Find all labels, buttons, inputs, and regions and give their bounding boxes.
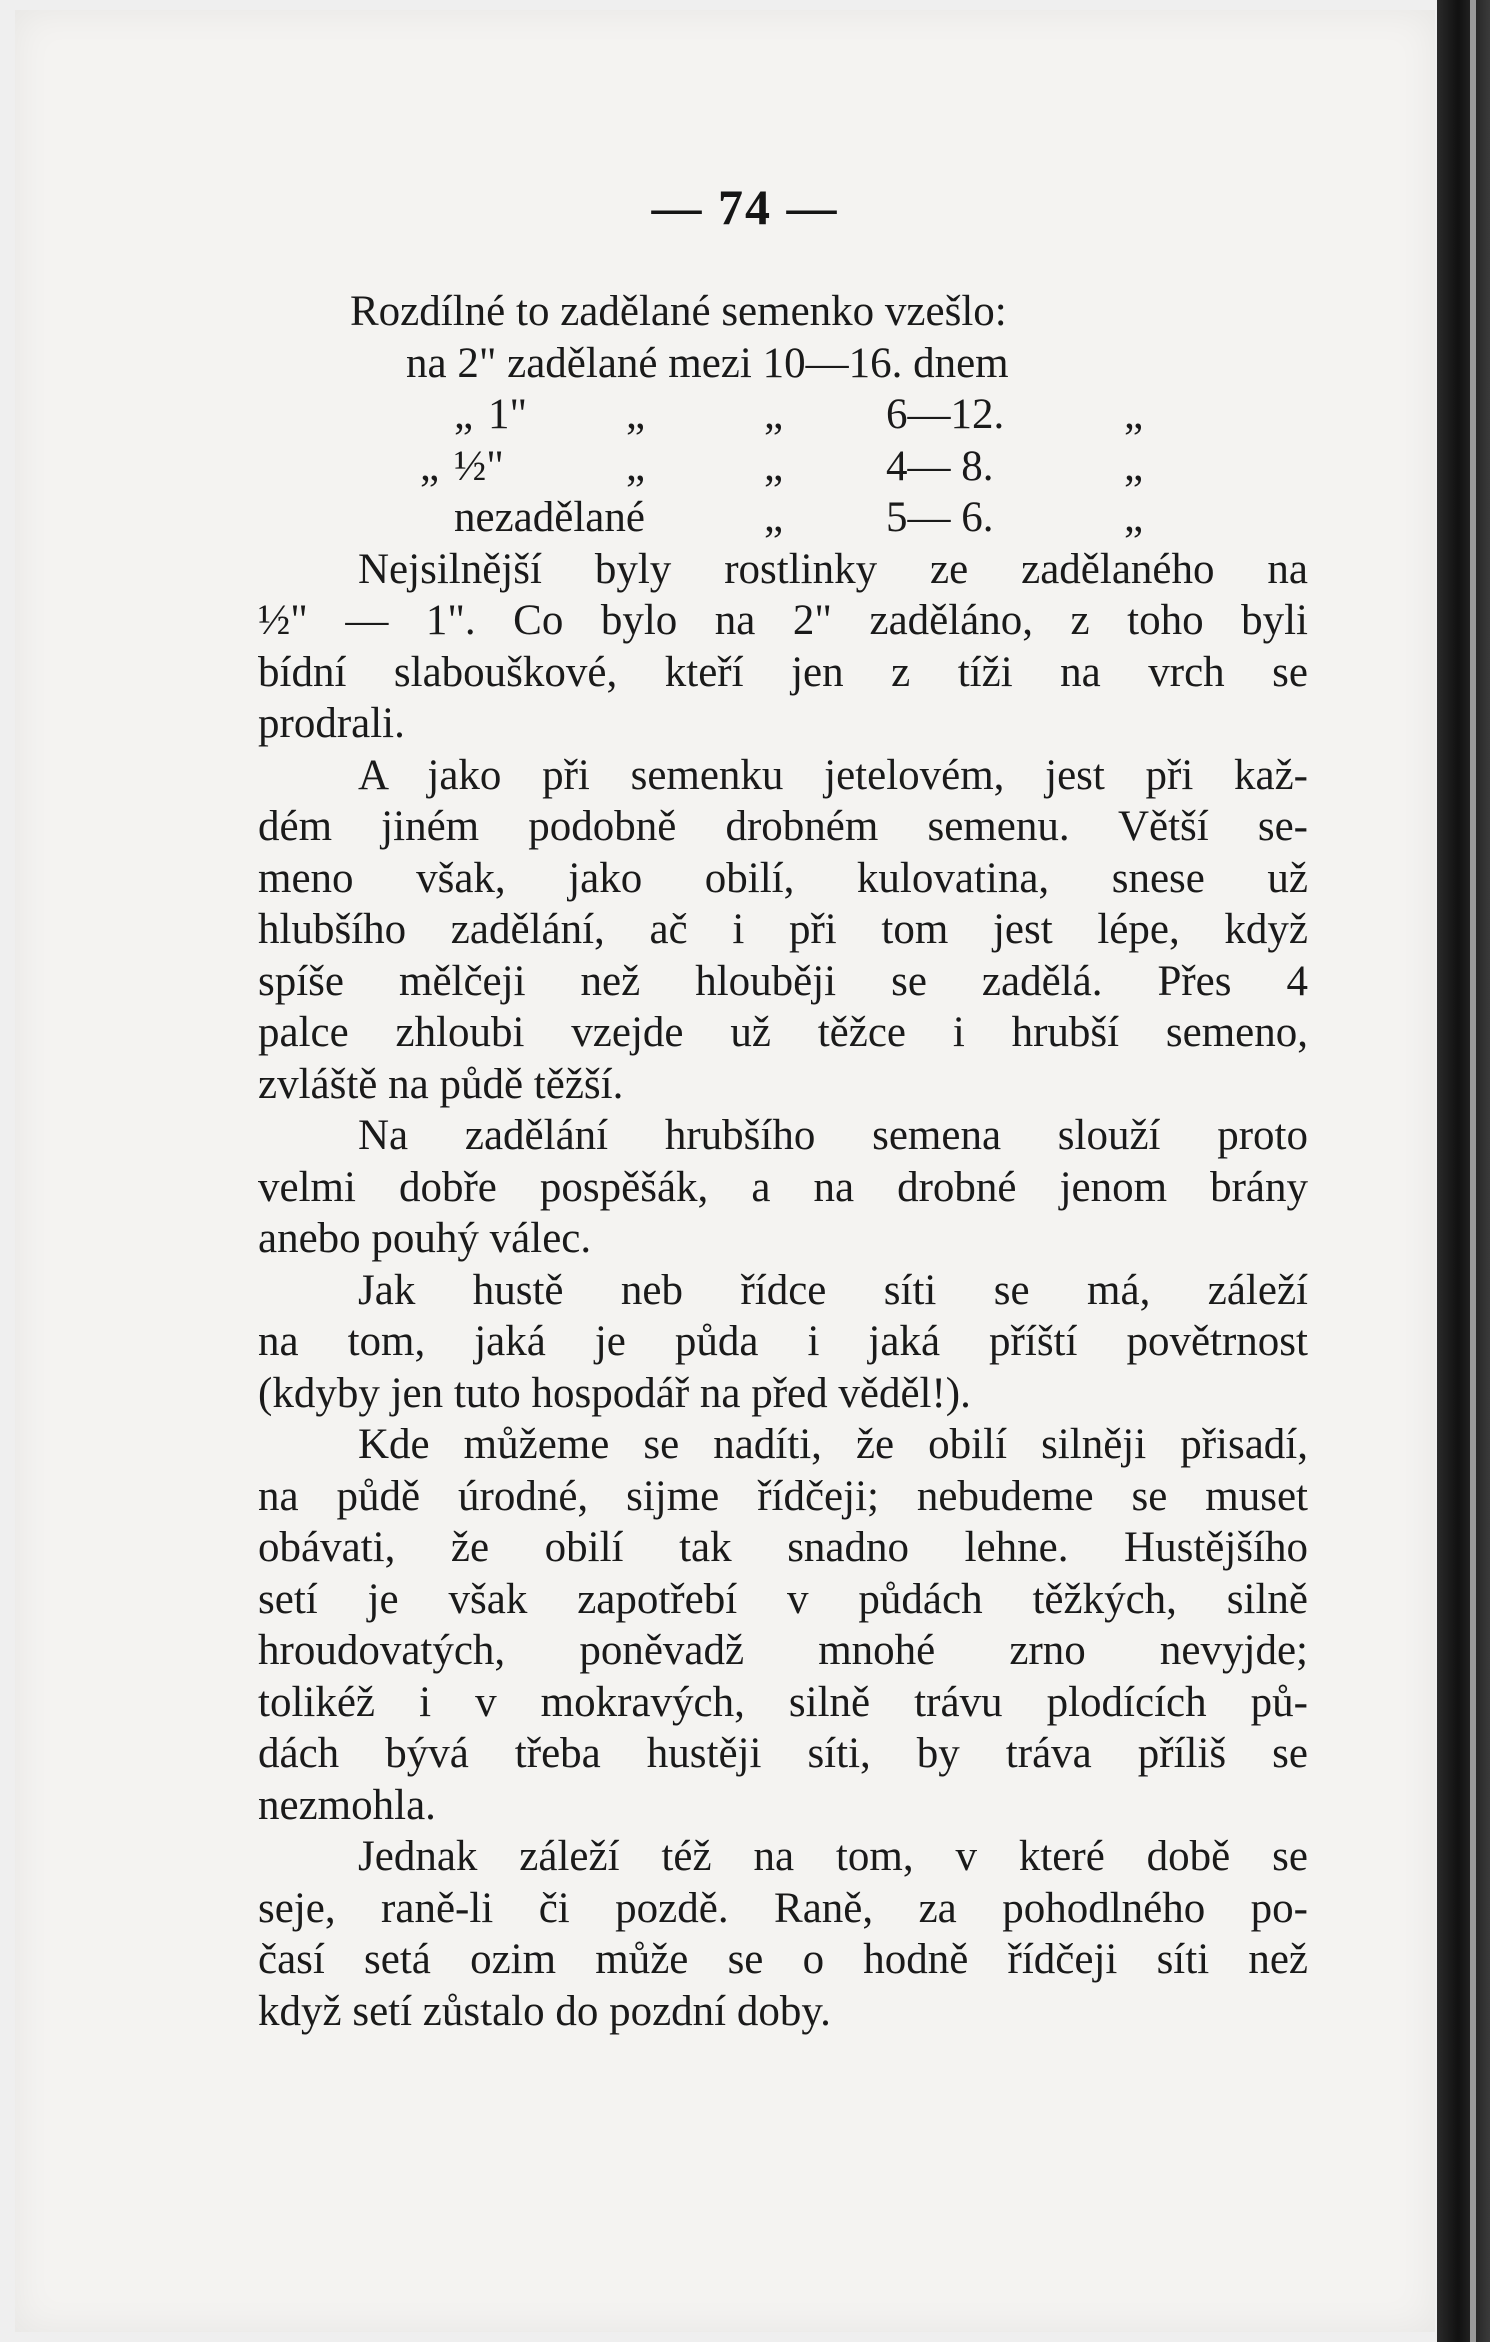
table-cell: „ [1124, 391, 1144, 438]
page-number: — 74 — [651, 179, 839, 235]
text-line: nezmohla. [258, 1781, 436, 1829]
text-line: setí je však zapotřebí v půdách těžkých, silně [258, 1575, 1308, 1623]
table-cell: „ [626, 391, 646, 438]
text-line: dách bývá třeba hustěji síti, by tráva příliš se [258, 1730, 1308, 1777]
text-line: hroudovatých, poněvadž mnohé zrno nevyjde; [258, 1627, 1308, 1674]
table-cell: „ [764, 442, 784, 490]
text-line: Nejsilnější byly rostlinky ze zadělaného na [358, 545, 1308, 593]
page-edge-shadow [1437, 0, 1490, 2342]
text-line: spíše mělčeji než hlouběji se zadělá. Přes 4 [258, 957, 1308, 1005]
text-line: velmi dobře pospěšák, a na drobné jenom brány [258, 1163, 1308, 1211]
table-cell: „ [764, 494, 784, 541]
table-row [258, 389, 1308, 441]
text-line: na tom, jaká je půda i jaká příští povětrnost [258, 1318, 1308, 1365]
text-line: hlubšího zadělání, ač i při tom jest lépe, když [258, 906, 1308, 953]
page-body [258, 286, 1308, 2037]
text-line: Na zadělání hrubšího semena slouží proto [358, 1112, 1308, 1159]
text-line: tolikéž i v mokravých, silně trávu plodících pů- [258, 1678, 1308, 1726]
table-cell: ½" [454, 442, 504, 490]
text-line: Jak hustě neb řídce síti se má, záleží [358, 1266, 1308, 1314]
table-cell: „ [1124, 494, 1144, 541]
table-cell: 1" [488, 391, 528, 438]
text-line: bídní slabouškové, kteří jen z tíži na vrch se [258, 648, 1308, 696]
text-line: palce zhloubi vzejde už těžce i hrubší semeno, [258, 1009, 1308, 1056]
text-line: meno však, jako obilí, kulovatina, snese už [258, 854, 1308, 902]
text-line: dém jiném podobně drobném semenu. Větší se- [258, 803, 1308, 850]
table-cell: „ [764, 391, 784, 438]
text-line: obávati, že obilí tak snadno lehne. Hustějšího [258, 1524, 1308, 1571]
text-line: časí setá ozim může se o hodně řídčeji síti než [258, 1936, 1308, 1983]
text-line: ½" — 1". Co bylo na 2" zaděláno, z toho byli [258, 597, 1308, 644]
text-line: A jako při semenku jetelovém, jest při kaž- [358, 751, 1308, 799]
table-cell: 5— 6. [886, 494, 994, 541]
table-cell: „ [420, 442, 440, 490]
text-line: když setí zůstalo do pozdní doby. [258, 1987, 831, 2035]
text-line: anebo pouhý válec. [258, 1215, 592, 1262]
table-row [258, 441, 1308, 493]
text-line: na 2" zadělané mezi 10—16. dnem [406, 339, 1009, 387]
table-cell: „ [1124, 442, 1144, 490]
text-line: zvláště na půdě těžší. [258, 1060, 624, 1108]
table-cell: 6—12. [886, 391, 1005, 438]
text-line: Kde můžeme se nadíti, že obilí silněji přisadí, [358, 1421, 1308, 1468]
table-cell: „ [626, 442, 646, 490]
table-row [258, 492, 1308, 544]
text-line: Jednak záleží též na tom, v které době se [358, 1833, 1308, 1880]
table-cell: 4— 8. [886, 442, 994, 490]
table-cell: „ [454, 391, 474, 438]
text-line: (kdyby jen tuto hospodář na před věděl!). [258, 1369, 971, 1417]
text-line: na půdě úrodné, sijme řídčeji; nebudeme se muset [258, 1472, 1308, 1520]
page-edge-strip [1470, 0, 1476, 2342]
text-line: prodrali. [258, 700, 405, 747]
text-line: seje, raně-li či pozdě. Raně, za pohodlného po- [258, 1884, 1308, 1932]
text-line: Rozdílné to zadělané semenko vzešlo: [350, 288, 1007, 335]
table-cell: nezadělané [454, 494, 645, 541]
